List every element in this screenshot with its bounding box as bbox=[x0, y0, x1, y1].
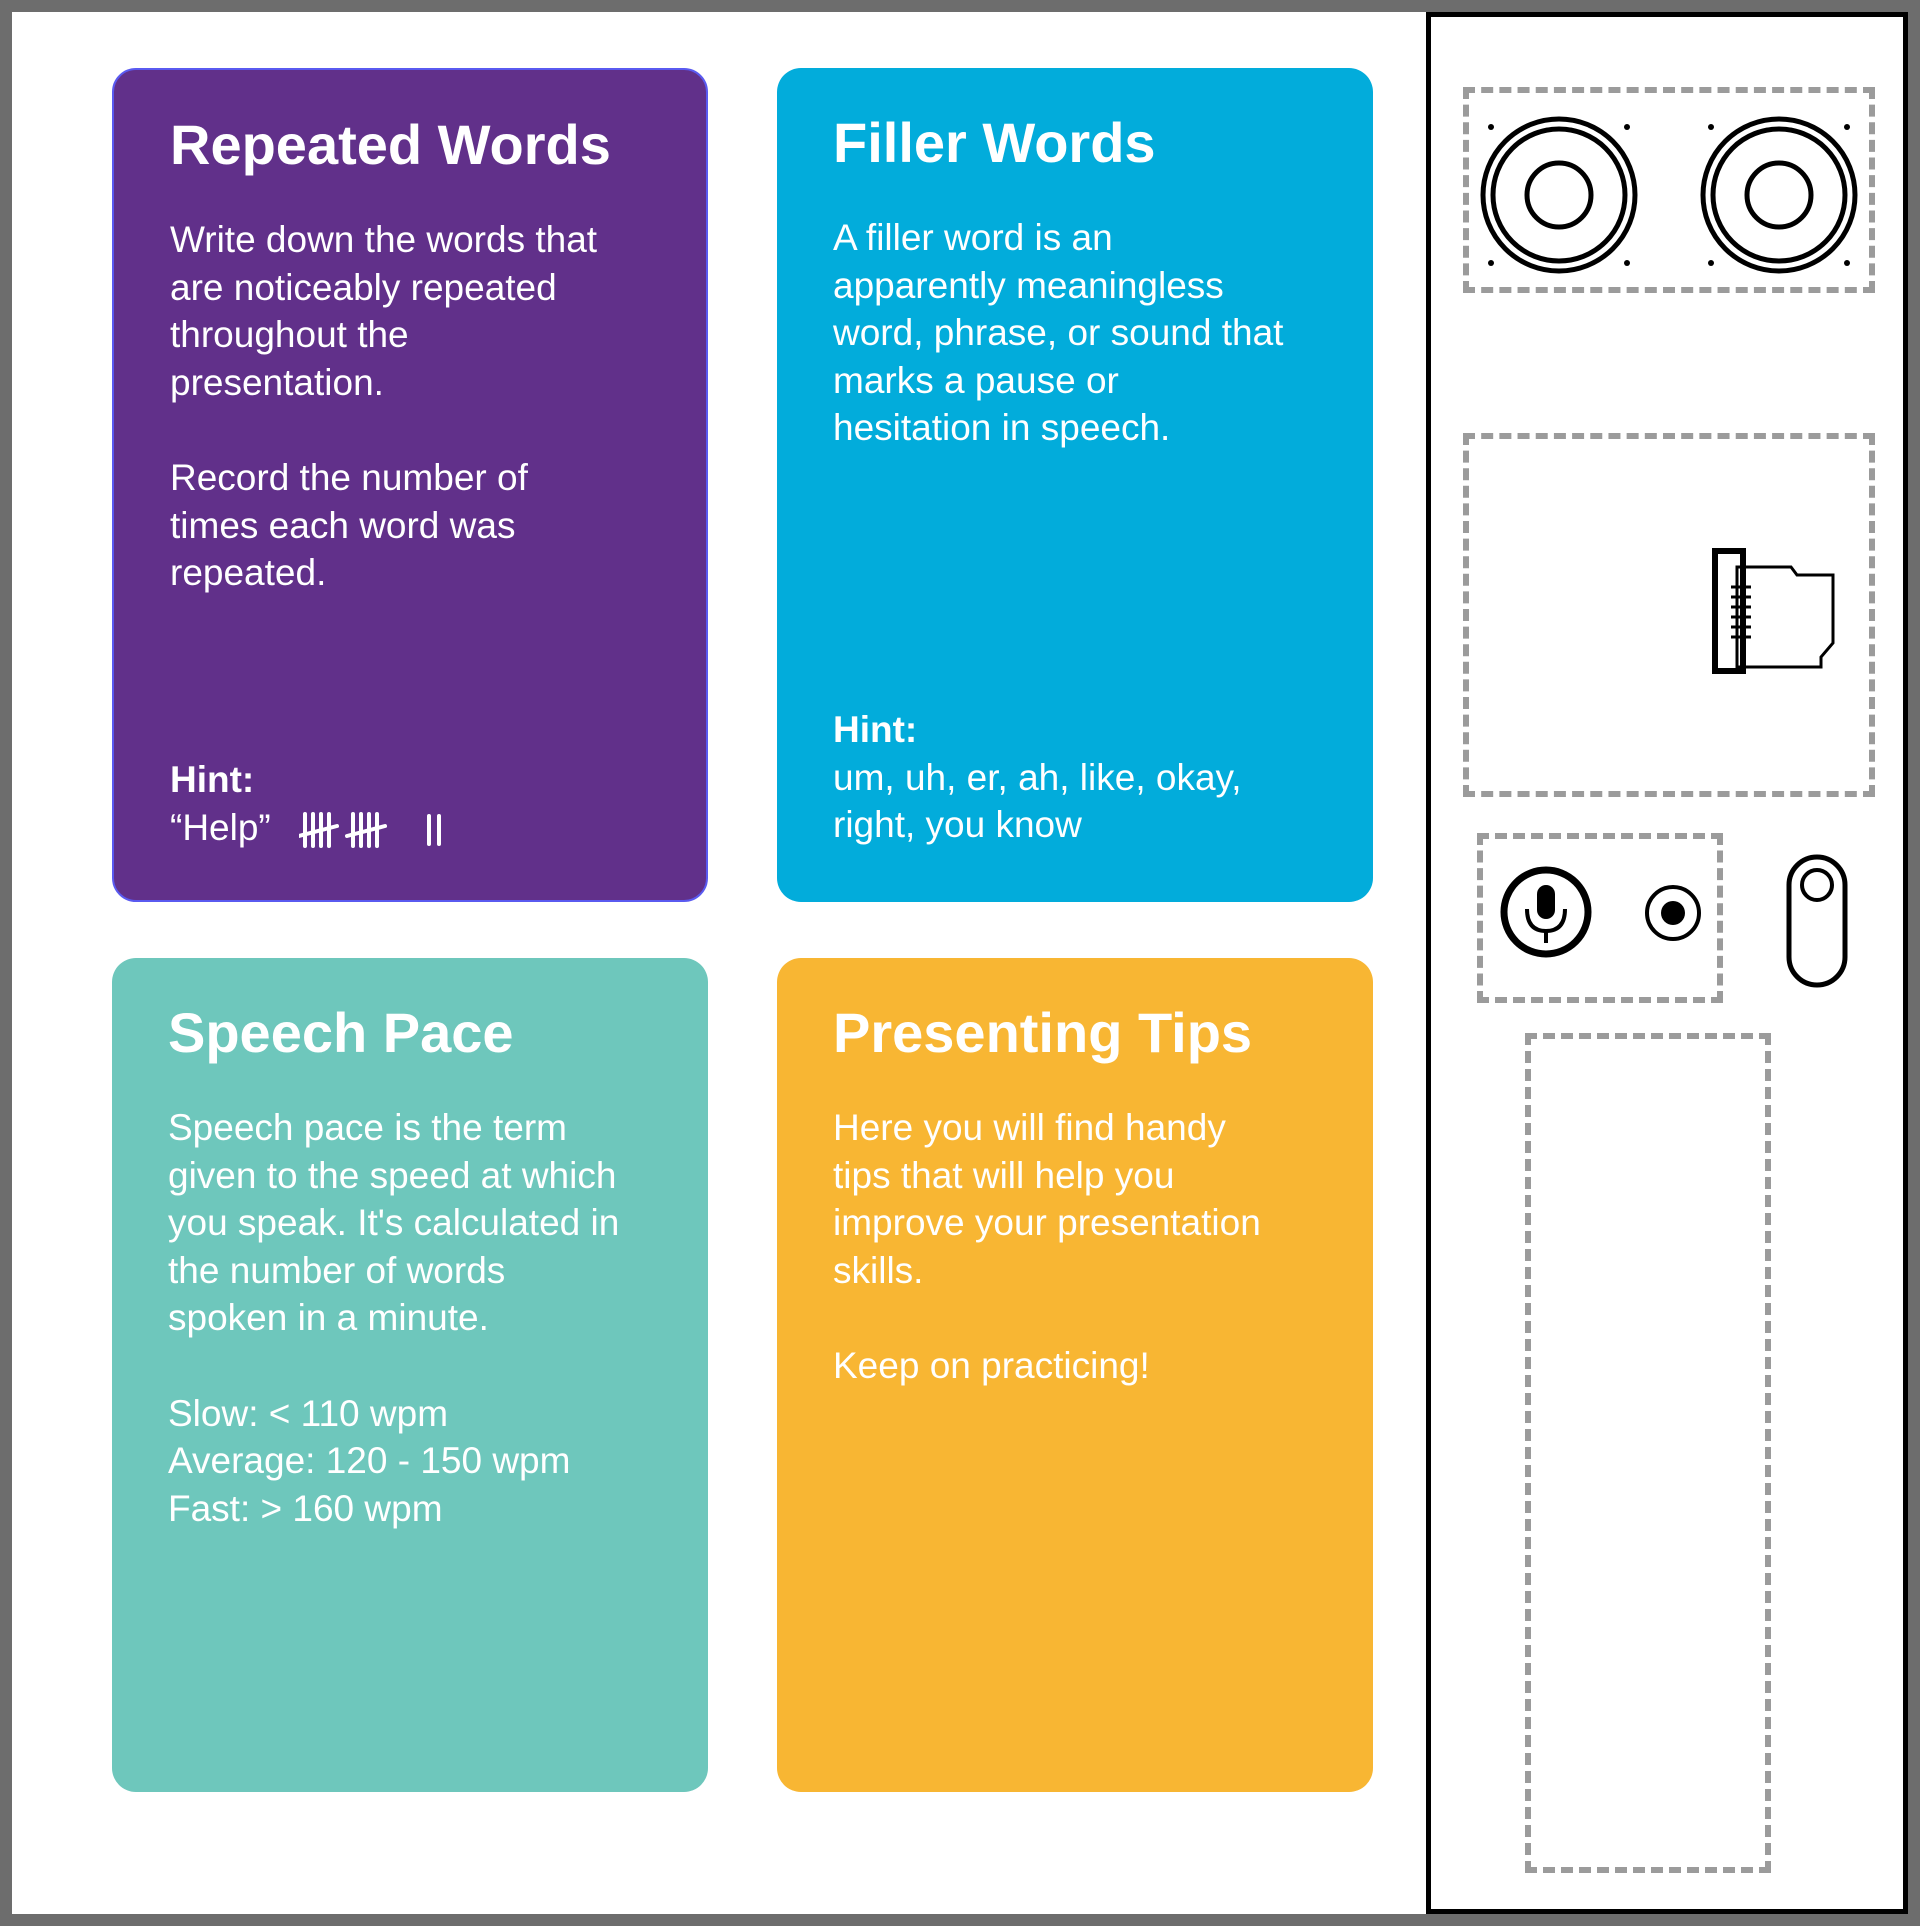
hint-text: um, uh, er, ah, like, okay, right, you know bbox=[833, 756, 1242, 846]
toggle-switch-icon[interactable] bbox=[1785, 853, 1849, 989]
device-panel bbox=[1426, 12, 1908, 1914]
card-speech-pace bbox=[112, 958, 708, 1792]
tally-marks-icon bbox=[299, 810, 449, 850]
card-body: Record the number of times each word was repeated. bbox=[170, 456, 528, 594]
card-filler-words bbox=[777, 68, 1373, 902]
hint-example-word: “Help” bbox=[170, 806, 271, 848]
sd-card-icon[interactable] bbox=[1711, 547, 1841, 677]
card-body: Here you will find handy tips that will help you improve your presentation skills. bbox=[833, 1107, 1261, 1291]
card-body: Keep on practicing! bbox=[833, 1344, 1150, 1386]
hint-label: Hint: bbox=[170, 759, 255, 800]
hint-block bbox=[833, 706, 1333, 849]
pace-ranges: Slow: < 110 wpm Average: 120 - 150 wpm Fast: > 160 wpm bbox=[168, 1392, 571, 1529]
card-body: A filler word is an apparently meaningless word, phrase, or sound that marks a pause or hesitation in speech. bbox=[833, 217, 1284, 449]
card-title: Presenting Tips bbox=[833, 1001, 1253, 1064]
microphone-icon[interactable] bbox=[1499, 865, 1593, 959]
card-title: Repeated Words bbox=[170, 113, 611, 176]
record-button-icon[interactable] bbox=[1643, 883, 1703, 943]
hint-block bbox=[170, 756, 666, 851]
card-body: Write down the words that are noticeably repeated throughout the presentation. bbox=[170, 219, 598, 403]
speaker-icon[interactable] bbox=[1699, 115, 1859, 275]
card-body: Speech pace is the term given to the speed at which you speak. It's calculated in the number of words spoken in a minute. bbox=[168, 1107, 620, 1339]
battery-zone bbox=[1525, 1033, 1771, 1873]
hint-label: Hint: bbox=[833, 709, 918, 750]
speaker-icon[interactable] bbox=[1479, 115, 1639, 275]
card-repeated-words bbox=[112, 68, 708, 902]
card-presenting-tips bbox=[777, 958, 1373, 1792]
card-title: Speech Pace bbox=[168, 1001, 514, 1064]
card-title: Filler Words bbox=[833, 111, 1156, 174]
